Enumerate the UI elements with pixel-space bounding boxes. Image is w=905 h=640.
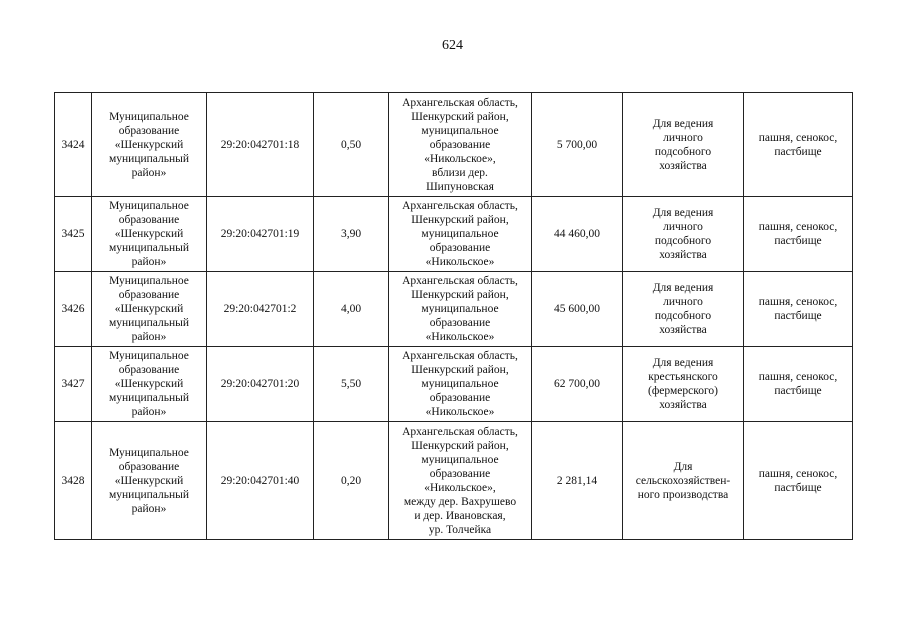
- cadastral-number-cell: 29:20:042701:2: [207, 272, 314, 347]
- cadastral-number-cell: 29:20:042701:18: [207, 93, 314, 197]
- row-number-cell: 3428: [55, 422, 92, 540]
- row-number-cell: 3427: [55, 347, 92, 422]
- owner-cell: Муниципальное образование «Шенкурский муниципальный район»: [92, 197, 207, 272]
- value-cell: 2 281,14: [532, 422, 623, 540]
- row-number-cell: 3425: [55, 197, 92, 272]
- land-type-cell: пашня, сенокос, пастбище: [744, 272, 853, 347]
- owner-cell: Муниципальное образование «Шенкурский муниципальный район»: [92, 422, 207, 540]
- location-cell: Архангельская область, Шенкурский район, муниципальное образование «Никольское»: [389, 347, 532, 422]
- row-number-cell: 3426: [55, 272, 92, 347]
- land-registry-table: [54, 92, 853, 540]
- purpose-cell: Для ведения личного подсобного хозяйства: [623, 272, 744, 347]
- location-cell: Архангельская область, Шенкурский район, муниципальное образование «Никольское», между дер. Вахрушево и дер. Ивановская, ур. Толчейка: [389, 422, 532, 540]
- land-type-cell: пашня, сенокос, пастбище: [744, 422, 853, 540]
- location-cell: Архангельская область, Шенкурский район, муниципальное образование «Никольское», вблизи дер. Шипуновская: [389, 93, 532, 197]
- purpose-cell: Для ведения личного подсобного хозяйства: [623, 197, 744, 272]
- purpose-cell: Для сельскохозяйствен- ного производства: [623, 422, 744, 540]
- table-row: [55, 347, 853, 422]
- purpose-cell: Для ведения крестьянского (фермерского) хозяйства: [623, 347, 744, 422]
- cadastral-number-cell: 29:20:042701:19: [207, 197, 314, 272]
- table-row: [55, 272, 853, 347]
- land-type-cell: пашня, сенокос, пастбище: [744, 347, 853, 422]
- value-cell: 62 700,00: [532, 347, 623, 422]
- table-row: [55, 197, 853, 272]
- table-row: [55, 93, 853, 197]
- purpose-cell: Для ведения личного подсобного хозяйства: [623, 93, 744, 197]
- row-number-cell: 3424: [55, 93, 92, 197]
- value-cell: 45 600,00: [532, 272, 623, 347]
- table-row: [55, 422, 853, 540]
- area-cell: 5,50: [314, 347, 389, 422]
- land-type-cell: пашня, сенокос, пастбище: [744, 93, 853, 197]
- value-cell: 44 460,00: [532, 197, 623, 272]
- page-number: 624: [442, 38, 463, 53]
- area-cell: 0,20: [314, 422, 389, 540]
- owner-cell: Муниципальное образование «Шенкурский муниципальный район»: [92, 93, 207, 197]
- cadastral-number-cell: 29:20:042701:40: [207, 422, 314, 540]
- area-cell: 3,90: [314, 197, 389, 272]
- owner-cell: Муниципальное образование «Шенкурский муниципальный район»: [92, 272, 207, 347]
- value-cell: 5 700,00: [532, 93, 623, 197]
- area-cell: 4,00: [314, 272, 389, 347]
- location-cell: Архангельская область, Шенкурский район, муниципальное образование «Никольское»: [389, 197, 532, 272]
- land-type-cell: пашня, сенокос, пастбище: [744, 197, 853, 272]
- owner-cell: Муниципальное образование «Шенкурский муниципальный район»: [92, 347, 207, 422]
- cadastral-number-cell: 29:20:042701:20: [207, 347, 314, 422]
- location-cell: Архангельская область, Шенкурский район, муниципальное образование «Никольское»: [389, 272, 532, 347]
- area-cell: 0,50: [314, 93, 389, 197]
